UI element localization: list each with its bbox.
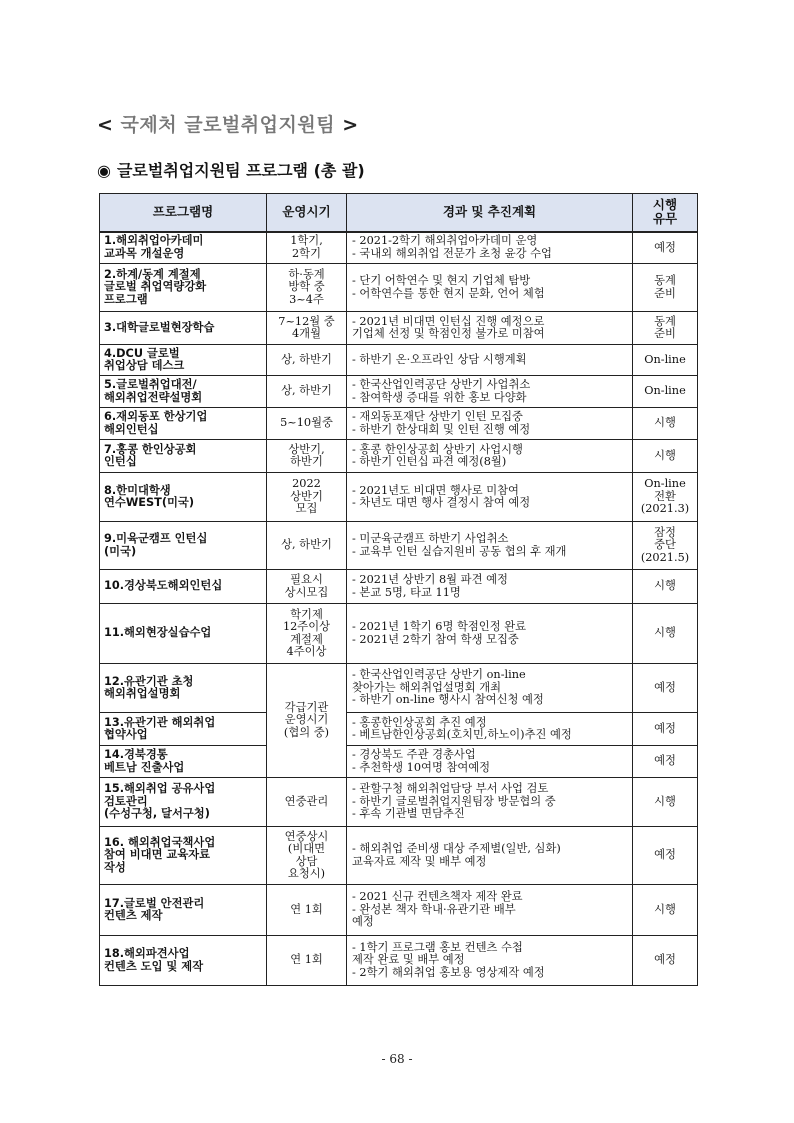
- program-name: 18.해외파견사업 컨텐츠 도입 및 제작: [100, 936, 267, 986]
- program-progress: - 2021년 1학기 6명 학점인정 완료 - 2021년 2학기 참여 학생 모집중: [347, 604, 633, 664]
- program-period: 학기제 12주이상 계절제 4주이상: [267, 604, 347, 664]
- table-row: [100, 264, 698, 312]
- program-progress: - 하반기 온·오프라인 상담 시행계획: [347, 345, 633, 376]
- program-progress: - 미군육군캠프 하반기 사업취소 - 교육부 인턴 실습지원비 공동 협의 후 재개: [347, 522, 633, 570]
- program-name: 11.해외현장실습수업: [100, 604, 267, 664]
- program-status: 시행: [633, 570, 698, 604]
- table-row: [100, 473, 698, 522]
- program-status: On-line 전환 (2021.3): [633, 473, 698, 522]
- program-status: 예정: [633, 936, 698, 986]
- bullseye-icon: ◉: [97, 161, 111, 180]
- program-period: 2022 상반기 모집: [267, 473, 347, 522]
- program-status: 예정: [633, 232, 698, 264]
- program-status: 예정: [633, 827, 698, 885]
- program-period: 연 1회: [267, 885, 347, 936]
- program-period: 5~10월중: [267, 408, 347, 440]
- program-progress: - 2021년도 비대면 행사로 미참여 - 차년도 대면 행사 결정시 참여 예정: [347, 473, 633, 522]
- program-period: 7~12월 중 4개월: [267, 312, 347, 345]
- program-period: 연중상시 (비대면 상담 요청시): [267, 827, 347, 885]
- program-progress: - 1학기 프로그램 홍보 컨텐츠 수첩 제작 완료 및 배부 예정 - 2학기 해외취업 홍보용 영상제작 예정: [347, 936, 633, 986]
- program-progress: - 관할구청 해외취업담당 부서 사업 검토 - 하반기 글로벌취업지원팀장 방문협의 중 - 후속 기관별 면담추진: [347, 778, 633, 827]
- program-name: 10.경상북도해외인턴십: [100, 570, 267, 604]
- program-period: 하·동계 방학 중 3~4주: [267, 264, 347, 312]
- table-row: [100, 570, 698, 604]
- table-row: [100, 778, 698, 827]
- program-name: 15.해외취업 공유사업 검토관리 (수성구청, 달서구청): [100, 778, 267, 827]
- table-row: [100, 376, 698, 408]
- program-period: 연 1회: [267, 936, 347, 986]
- program-period: 각급기관 운영시기 (협의 중): [267, 664, 347, 778]
- program-progress: - 2021-2학기 해외취업아카데미 운영 - 국내외 해외취업 전문가 초청 윤강 수업: [347, 232, 633, 264]
- program-progress: - 홍콩한인상공회 추진 예정 - 베트남한인상공회(호치민,하노이)추진 예정: [347, 713, 633, 746]
- program-progress: - 경상북도 주관 경총사업 - 추천학생 10여명 참여예정: [347, 746, 633, 778]
- table-row: [100, 885, 698, 936]
- program-status: 예정: [633, 664, 698, 713]
- program-name: 6.재외동포 한상기업 해외인턴십: [100, 408, 267, 440]
- program-period: 상반기, 하반기: [267, 440, 347, 473]
- program-name: 8.한미대학생 연수WEST(미국): [100, 473, 267, 522]
- table-row: [100, 713, 698, 746]
- table-header-row: [100, 194, 698, 232]
- program-name: 3.대학글로벌현장학습: [100, 312, 267, 345]
- table-row: [100, 408, 698, 440]
- program-progress: - 2021년 상반기 8월 파견 예정 - 본교 5명, 타교 11명: [347, 570, 633, 604]
- table-row: [100, 345, 698, 376]
- section-title-text: 국제처 글로벌취업지원팀: [120, 114, 336, 136]
- program-progress: - 단기 어학연수 및 현지 기업체 탐방 - 어학연수를 통한 현지 문화, 언어 체험: [347, 264, 633, 312]
- program-status: On-line: [633, 376, 698, 408]
- program-name: 12.유관기관 초청 해외취업설명회: [100, 664, 267, 713]
- program-name: 1.해외취업아카데미 교과목 개설운영: [100, 232, 267, 264]
- program-name: 4.DCU 글로벌 취업상담 데스크: [100, 345, 267, 376]
- table-row: [100, 604, 698, 664]
- header-period: 운영시기: [267, 194, 347, 232]
- table-row: [100, 440, 698, 473]
- table-row: [100, 746, 698, 778]
- table-row: [100, 664, 698, 713]
- program-period: 상, 하반기: [267, 376, 347, 408]
- header-progress: 경과 및 추진계획: [347, 194, 633, 232]
- program-progress: - 해외취업 준비생 대상 주제별(일반, 심화) 교육자료 제작 및 배부 예정: [347, 827, 633, 885]
- header-status: 시행 유무: [633, 194, 698, 232]
- page-number: - 68 -: [381, 1052, 413, 1066]
- program-period: 1학기, 2학기: [267, 232, 347, 264]
- program-status: 시행: [633, 440, 698, 473]
- program-status: 시행: [633, 778, 698, 827]
- program-table: [99, 193, 698, 986]
- program-period: 상, 하반기: [267, 345, 347, 376]
- program-period: 연중관리: [267, 778, 347, 827]
- section-title: [97, 110, 359, 137]
- table-row: [100, 522, 698, 570]
- header-program-name: 프로그램명: [100, 194, 267, 232]
- program-progress: - 2021년 비대면 인턴십 진행 예정으로 기업체 선정 및 학점인정 불가로 미참여: [347, 312, 633, 345]
- program-progress: - 재외동포재단 상반기 인턴 모집중 - 하반기 한상대회 및 인턴 진행 예정: [347, 408, 633, 440]
- sub-title: [97, 158, 365, 181]
- program-status: 동계 준비: [633, 312, 698, 345]
- program-status: 시행: [633, 885, 698, 936]
- section-close-bracket: >: [342, 114, 359, 136]
- program-name: 17.글로벌 안전관리 컨텐츠 제작: [100, 885, 267, 936]
- sub-title-text: 글로벌취업지원팀 프로그램 (총 괄): [116, 161, 365, 180]
- program-progress: - 한국산업인력공단 상반기 사업취소 - 참여학생 증대를 위한 홍보 다양화: [347, 376, 633, 408]
- program-name: 5.글로벌취업대전/ 해외취업전략설명회: [100, 376, 267, 408]
- program-progress: - 홍콩 한인상공회 상반기 사업시행 - 하반기 인턴십 파견 예정(8월): [347, 440, 633, 473]
- program-period: 필요시 상시모집: [267, 570, 347, 604]
- program-status: 시행: [633, 408, 698, 440]
- program-name: 2.하계/동계 계절제 글로벌 취업역량강화 프로그램: [100, 264, 267, 312]
- program-name: 13.유관기관 해외취업 협약사업: [100, 713, 267, 746]
- program-status: 잠정 중단 (2021.5): [633, 522, 698, 570]
- program-name: 7.홍콩 한인상공회 인턴십: [100, 440, 267, 473]
- program-status: On-line: [633, 345, 698, 376]
- program-status: 예정: [633, 713, 698, 746]
- program-progress: - 한국산업인력공단 상반기 on-line 찾아가는 해외취업설명회 개최 - 하반기 on-line 행사시 참여신청 예정: [347, 664, 633, 713]
- program-name: 16. 해외취업국책사업 참여 비대면 교육자료 작성: [100, 827, 267, 885]
- program-name: 9.미육군캠프 인턴십 (미국): [100, 522, 267, 570]
- program-name: 14.경북경통 베트남 진출사업: [100, 746, 267, 778]
- section-open-bracket: <: [97, 114, 114, 136]
- program-status: 예정: [633, 746, 698, 778]
- table-row: [100, 936, 698, 986]
- table-row: [100, 232, 698, 264]
- program-progress: - 2021 신규 컨텐츠책자 제작 완료 - 완성본 책자 학내·유관기관 배부 예정: [347, 885, 633, 936]
- table-row: [100, 827, 698, 885]
- program-status: 시행: [633, 604, 698, 664]
- program-period: 상, 하반기: [267, 522, 347, 570]
- table-row: [100, 312, 698, 345]
- program-status: 동계 준비: [633, 264, 698, 312]
